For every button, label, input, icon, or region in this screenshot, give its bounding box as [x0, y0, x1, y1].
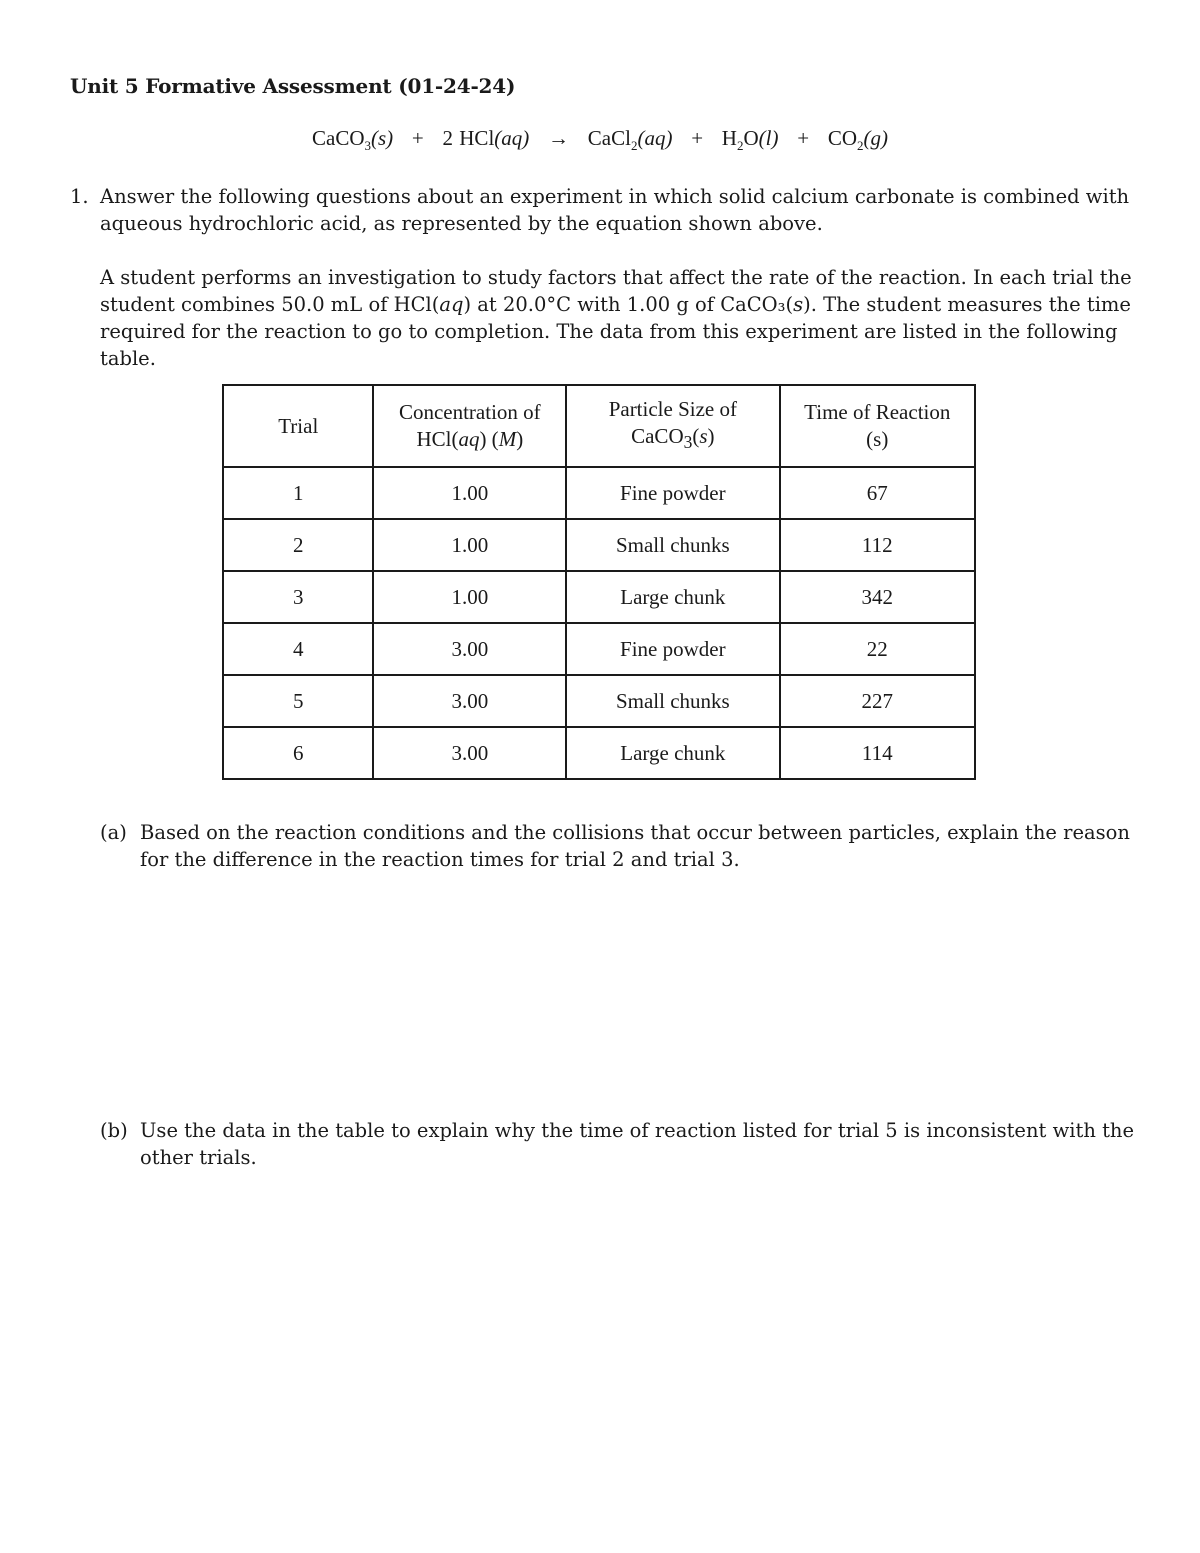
cell-particle-size: Large chunk	[566, 727, 779, 779]
cell-time: 342	[780, 571, 975, 623]
part-a-label: (a)	[100, 821, 127, 844]
question-text: Answer the following questions about an experiment in which solid calcium carbonate is combined with aqueous hydrochloric acid, as represented by the equation shown above.	[100, 185, 1130, 235]
page-title: Unit 5 Formative Assessment (01-24-24)	[70, 74, 516, 98]
cell-trial: 5	[223, 675, 373, 727]
data-table	[222, 384, 976, 780]
cell-particle-size: Small chunks	[566, 675, 779, 727]
chemical-equation: CaCO$_3$(s) + 2 HCl(aq) → CaCl$_2$(aq) + $H_2O(l)$ + $CO_2(g)$	[312, 126, 888, 154]
cell-concentration: 1.00	[373, 571, 566, 623]
cell-concentration: 1.00	[373, 467, 566, 519]
cell-time: 114	[780, 727, 975, 779]
table-row	[223, 519, 975, 571]
cell-concentration: 3.00	[373, 727, 566, 779]
table-row	[223, 727, 975, 779]
cell-trial: 2	[223, 519, 373, 571]
cell-concentration: 1.00	[373, 519, 566, 571]
cell-time: 67	[780, 467, 975, 519]
question-part-b	[100, 1117, 1140, 1171]
table-row	[223, 571, 975, 623]
header-concentration: Concentration of HCl(aq) (M)	[373, 385, 566, 467]
cell-trial: 1	[223, 467, 373, 519]
cell-trial: 4	[223, 623, 373, 675]
header-time: Time of Reaction (s)	[780, 385, 975, 467]
question-number: 1.	[70, 185, 89, 208]
cell-particle-size: Fine powder	[566, 467, 779, 519]
table-row	[223, 623, 975, 675]
cell-concentration: 3.00	[373, 675, 566, 727]
part-a-text: Based on the reaction conditions and the collisions that occur between particles, explain the reason for the difference in the reaction times for trial 2 and trial 3.	[140, 821, 1130, 871]
cell-particle-size: Fine powder	[566, 623, 779, 675]
table-row	[223, 675, 975, 727]
question-part-a	[100, 819, 1140, 873]
cell-particle-size: Large chunk	[566, 571, 779, 623]
cell-concentration: 3.00	[373, 623, 566, 675]
header-trial: Trial	[223, 385, 373, 467]
table-header-row	[223, 385, 975, 467]
cell-time: 227	[780, 675, 975, 727]
cell-particle-size: Small chunks	[566, 519, 779, 571]
cell-trial: 3	[223, 571, 373, 623]
part-b-text: Use the data in the table to explain why the time of reaction listed for trial 5 is inconsistent with the other trials.	[140, 1119, 1135, 1169]
cell-time: 112	[780, 519, 975, 571]
cell-time: 22	[780, 623, 975, 675]
experiment-description: A student performs an investigation to study factors that affect the rate of the reaction. In each trial the student combines 50.0 mL of HCl(aq) at 20.0°C with 1.00 g of CaCO₃(s). The student measures the time required for the reaction to go to completion. The data from this experiment are listed in the following table.	[100, 266, 1132, 370]
header-particle-size: Particle Size of CaCO$_3$(s)	[566, 385, 779, 467]
question-1	[70, 183, 1130, 237]
part-b-label: (b)	[100, 1119, 128, 1142]
table-row	[223, 467, 975, 519]
cell-trial: 6	[223, 727, 373, 779]
